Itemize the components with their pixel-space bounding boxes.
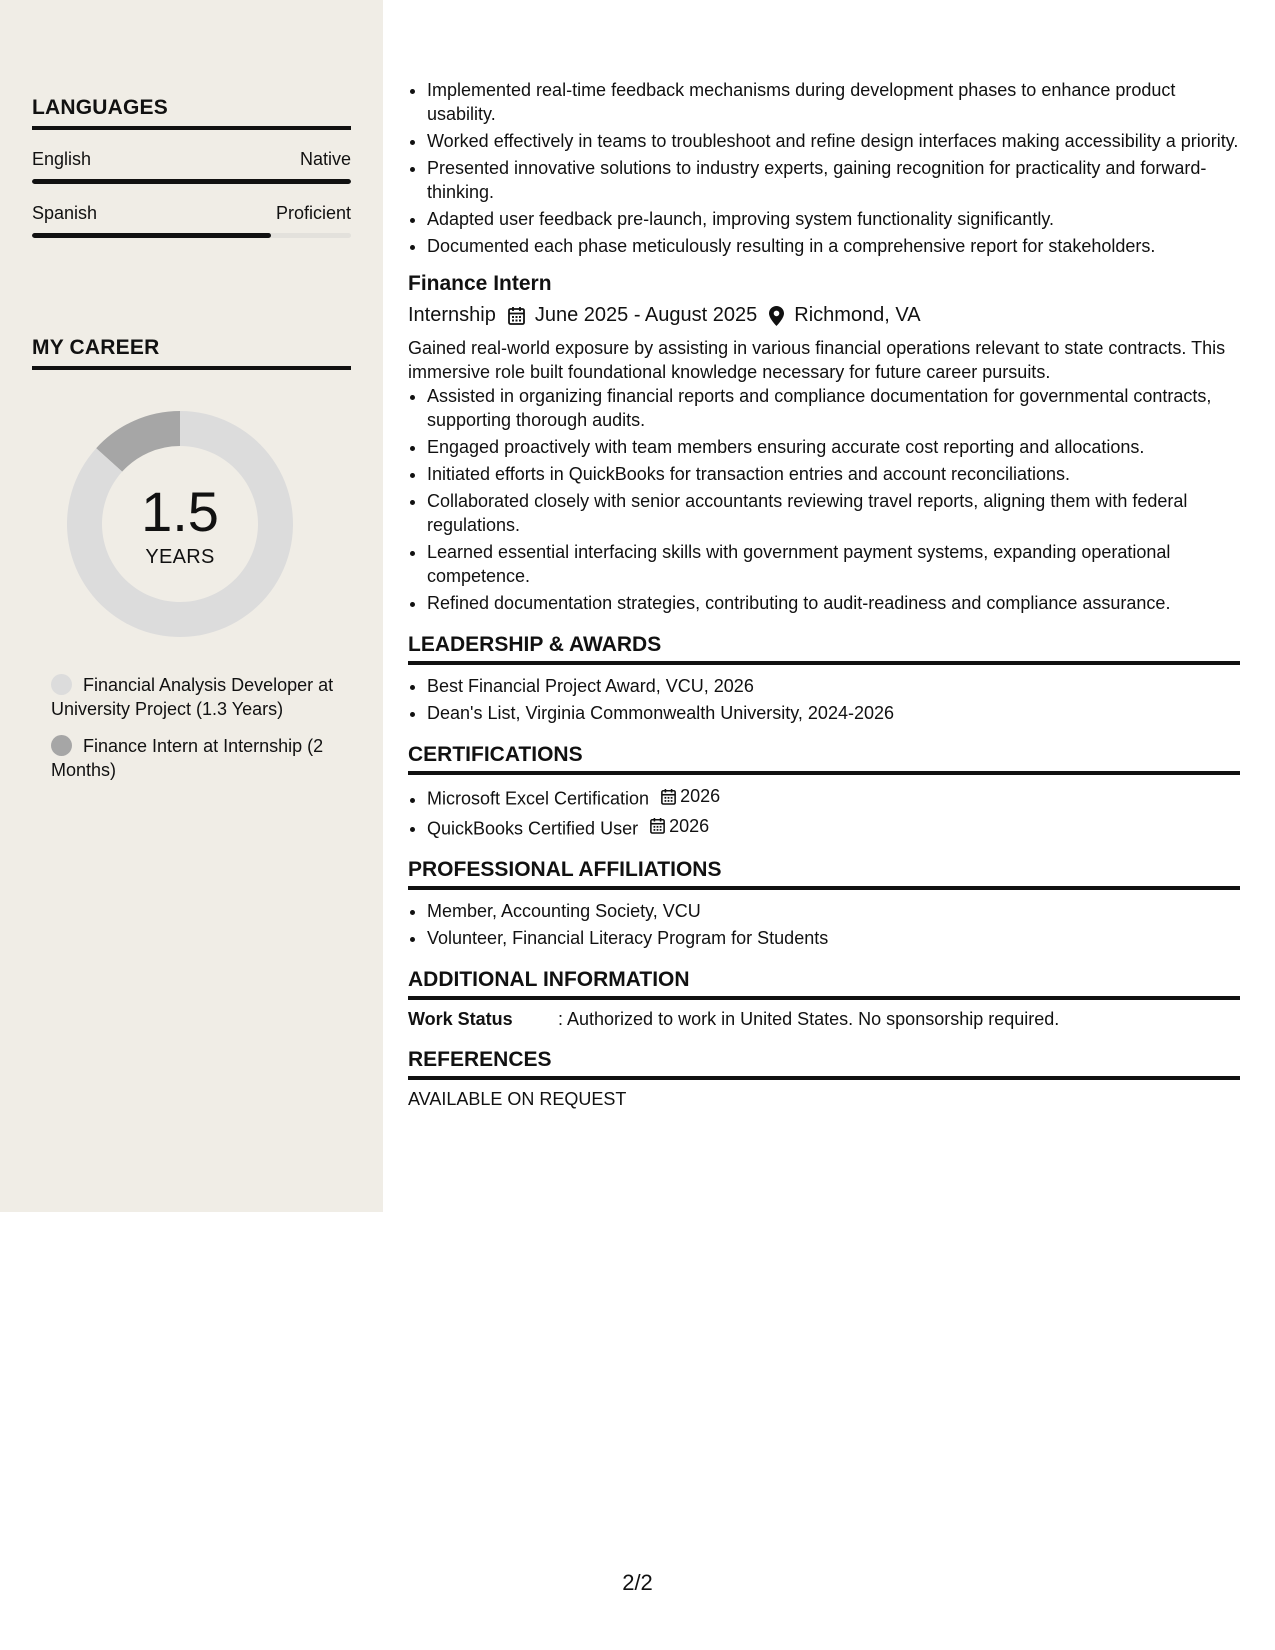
calendar-icon (661, 788, 676, 805)
section-heading: PROFESSIONAL AFFILIATIONS (408, 858, 1240, 890)
career-heading: MY CAREER (32, 336, 351, 370)
list-item: • Member, Accounting Society, VCU (427, 899, 1240, 923)
language-proficiency-fill (32, 233, 271, 238)
job-type: Internship (408, 304, 496, 326)
section-heading: LEADERSHIP & AWARDS (408, 633, 1240, 665)
career-legend-item (51, 734, 341, 782)
list-item: • Best Financial Project Award, VCU, 2026 (427, 674, 1240, 698)
job-title: Finance Intern (408, 272, 552, 295)
job-bullets (408, 384, 1240, 615)
references-section (408, 1048, 1240, 1110)
sidebar (0, 0, 383, 1212)
languages-section (32, 96, 351, 238)
list-item: • Adapted user feedback pre-launch, improving system functionality significantly. (427, 207, 1240, 231)
references-text: AVAILABLE ON REQUEST (408, 1089, 627, 1109)
additional-info-section (408, 968, 1240, 1030)
job-entry (408, 272, 1240, 615)
language-level: Native (299, 149, 351, 169)
language-name: English (32, 149, 92, 169)
career-donut-chart (67, 411, 293, 637)
language-proficiency-bar (32, 179, 351, 184)
language-item (32, 149, 351, 184)
section-heading: CERTIFICATIONS (408, 743, 1240, 775)
career-legend-label: Finance Intern at Internship (2 Months) (51, 736, 324, 780)
legend-dot-icon (51, 674, 72, 695)
list-item: • Initiated efforts in QuickBooks for transaction entries and account reconciliations. (427, 462, 1240, 486)
job-location: Richmond, VA (794, 304, 921, 326)
list-item: • Collaborated closely with senior accountants reviewing travel reports, aligning them with federal regulations. (427, 489, 1240, 537)
job-description: Gained real-world exposure by assisting in various financial operations relevant to state contracts. This immersive role built foundational knowledge necessary for future career pursuits. (408, 338, 1226, 382)
career-legend-label: Financial Analysis Developer at University Project (1.3 Years) (51, 675, 334, 719)
section-heading: ADDITIONAL INFORMATION (408, 968, 1240, 1000)
job-dates: June 2025 - August 2025 (534, 304, 758, 326)
list-item: • Volunteer, Financial Literacy Program for Students (427, 926, 1240, 950)
calendar-icon (650, 817, 665, 834)
location-pin-icon (769, 306, 784, 326)
calendar-icon (508, 306, 525, 325)
main-content (408, 78, 1240, 1110)
certification-item (427, 784, 1240, 811)
list-item: • Presented innovative solutions to industry experts, gaining recognition for practicality and forward-thinking. (427, 156, 1240, 204)
language-proficiency-bar (32, 233, 351, 238)
work-status-row (408, 1009, 1240, 1030)
list-item: • Refined documentation strategies, contributing to audit-readiness and compliance assurance. (427, 591, 1240, 615)
languages-heading: LANGUAGES (32, 96, 351, 130)
work-status-value: : Authorized to work in United States. No sponsorship required. (558, 1009, 1060, 1029)
certification-name: QuickBooks Certified User (427, 818, 639, 838)
certification-year: 2026 (669, 815, 710, 836)
language-level: Proficient (275, 203, 351, 223)
language-name: Spanish (32, 203, 98, 223)
previous-job-bullets (408, 78, 1240, 258)
job-meta (408, 304, 1240, 327)
career-legend-item (51, 673, 341, 721)
list-item: • Documented each phase meticulously resulting in a comprehensive report for stakeholders. (427, 234, 1240, 258)
certification-item (427, 814, 1240, 841)
affiliations-section (408, 858, 1240, 950)
career-total-unit: YEARS (145, 545, 215, 568)
language-item (32, 203, 351, 238)
certification-year: 2026 (680, 786, 721, 806)
work-status-label: Work Status (408, 1009, 513, 1029)
page-number: 2/2 (622, 1570, 653, 1595)
section-heading: REFERENCES (408, 1048, 1240, 1080)
list-item: • Worked effectively in teams to troubleshoot and refine design interfaces making accessibility a priority. (427, 129, 1240, 153)
list-item: • Dean's List, Virginia Commonwealth University, 2024-2026 (427, 701, 1240, 725)
language-proficiency-fill (32, 179, 351, 184)
career-total-value: 1.5 (141, 479, 219, 543)
list-item: • Learned essential interfacing skills with government payment systems, expanding operational competence. (427, 540, 1240, 588)
certifications-section (408, 743, 1240, 840)
career-legend (32, 673, 351, 782)
leadership-section (408, 633, 1240, 725)
legend-dot-icon (51, 735, 72, 756)
certification-name: Microsoft Excel Certification (427, 788, 650, 809)
list-item: • Implemented real-time feedback mechanisms during development phases to enhance product usability. (427, 78, 1240, 126)
career-section (32, 336, 351, 795)
list-item: • Assisted in organizing financial reports and compliance documentation for governmental contracts, supporting thorough audits. (427, 384, 1240, 432)
list-item: • Engaged proactively with team members ensuring accurate cost reporting and allocations. (427, 435, 1240, 459)
